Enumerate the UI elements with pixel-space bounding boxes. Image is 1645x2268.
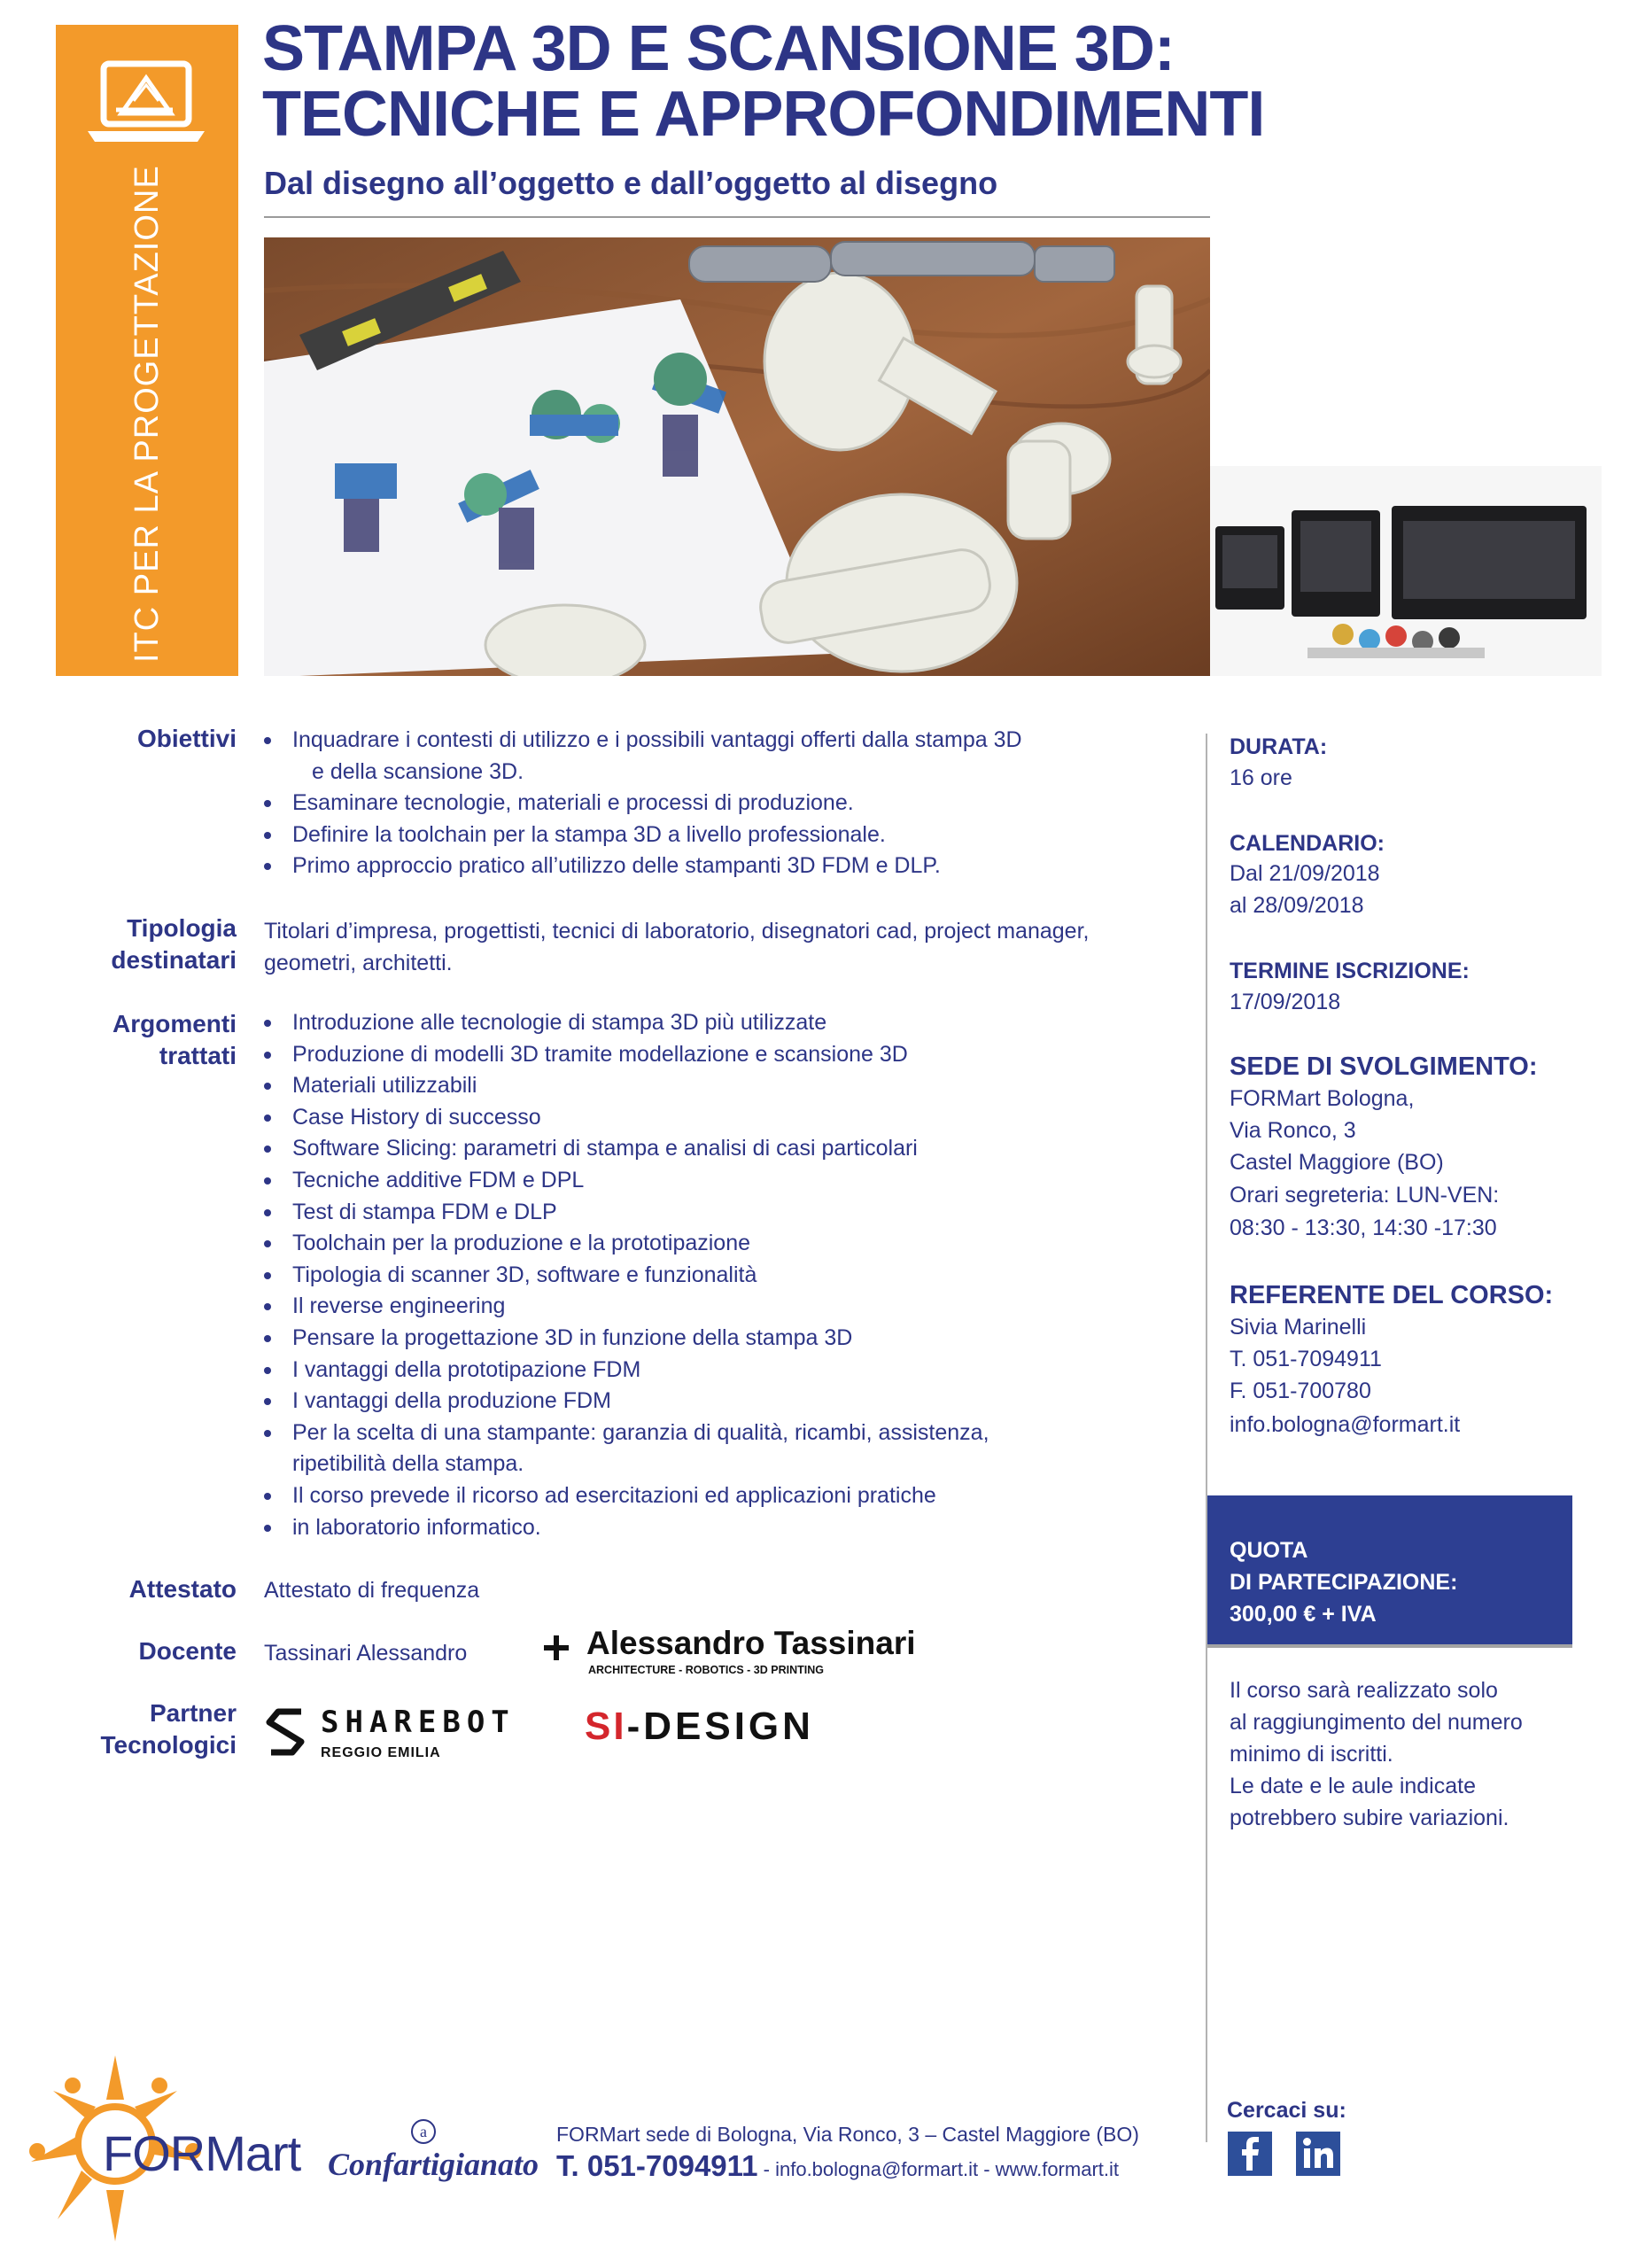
- tipologia-text: Titolari d’impresa, progettisti, tecnici di laboratorio, disegnatori cad, project manager, geometri, architetti.: [264, 919, 1090, 975]
- sede-heading: SEDE DI SVOLGIMENTO:: [1230, 1052, 1538, 1081]
- formart-logo: FORMart: [18, 2038, 319, 2259]
- list-item: Case History di successo: [264, 1102, 1185, 1134]
- list-item: Software Slicing: parametri di stampa e analisi di casi particolari: [264, 1133, 1185, 1165]
- list-item: Test di stampa FDM e DLP: [264, 1197, 1185, 1229]
- sede-line-2: Via Ronco, 3: [1230, 1118, 1356, 1143]
- sede-line-5: 08:30 - 13:30, 14:30 -17:30: [1230, 1216, 1497, 1240]
- list-item: Toolchain per la produzione e la prototipazione: [264, 1228, 1185, 1260]
- referente-phone: T. 051-7094911: [1230, 1347, 1382, 1371]
- durata-heading: DURATA:: [1230, 734, 1328, 759]
- footer-contacts: [556, 2149, 1119, 2183]
- list-item: Definire la toolchain per la stampa 3D a livello professionale.: [264, 819, 1185, 851]
- list-item: Produzione di modelli 3D tramite modellazione e scansione 3D: [264, 1039, 1185, 1071]
- linkedin-icon[interactable]: [1296, 2132, 1340, 2176]
- list-item: Tipologia di scanner 3D, software e funzionalità: [264, 1260, 1185, 1292]
- list-item: Tecniche additive FDM e DPL: [264, 1165, 1185, 1197]
- side-band: [56, 25, 238, 676]
- title-line-1: STAMPA 3D E SCANSIONE 3D:: [262, 13, 1175, 84]
- referente-email[interactable]: info.bologna@formart.it: [1230, 1412, 1461, 1437]
- footer-phone: T. 051-7094911: [556, 2149, 758, 2182]
- quota-box: QUOTA DI PARTECIPAZIONE: 300,00 € + IVA: [1207, 1495, 1572, 1644]
- subtitle: Dal disegno all’oggetto e dall’oggetto al disegno: [264, 165, 998, 201]
- tassinari-logo: Alessandro Tassinari ARCHITECTURE - ROBOTICS - 3D PRINTING: [542, 1628, 914, 1680]
- label-partner: Partner Tecnologici: [100, 1699, 237, 1759]
- referente-name: Sivia Marinelli: [1230, 1315, 1367, 1340]
- list-item: Il corso prevede il ricorso ad esercitazioni ed applicazioni pratiche: [264, 1480, 1185, 1512]
- facebook-icon[interactable]: [1228, 2132, 1272, 2176]
- quota-price: 300,00 € + IVA: [1230, 1602, 1377, 1627]
- termine-value: 17/09/2018: [1230, 990, 1341, 1014]
- sede-line-3: Castel Maggiore (BO): [1230, 1150, 1444, 1175]
- list-item: Materiali utilizzabili: [264, 1070, 1185, 1102]
- label-docente: Docente: [138, 1637, 237, 1665]
- title-line-2: TECNICHE E APPROFONDIMENTI: [262, 79, 1265, 150]
- label-attestato: Attestato: [128, 1575, 237, 1603]
- list-item: Pensare la progettazione 3D in funzione della stampa 3D: [264, 1323, 1185, 1355]
- photo-3d-printed-parts: [264, 237, 1210, 676]
- list-item: Il reverse engineering: [264, 1291, 1185, 1323]
- quota-box-shadow: [1207, 1644, 1572, 1648]
- note-line-3: minimo di iscritti.: [1230, 1742, 1393, 1767]
- referente-heading: REFERENTE DEL CORSO:: [1230, 1281, 1554, 1309]
- column-divider: [1206, 734, 1207, 2142]
- obiettivi-list: [264, 725, 1185, 882]
- label-tipologia: Tipologia destinatari: [111, 914, 237, 974]
- sharebot-logo: SHAREBOT REGGIO EMILIA: [264, 1699, 530, 1770]
- calendario-to: al 28/09/2018: [1230, 893, 1364, 918]
- list-item: Inquadrare i contesti di utilizzo e i possibili vantaggi offerti dalla stampa 3D e della scansione 3D.: [264, 725, 1185, 788]
- note-line-5: potrebbero subire variazioni.: [1230, 1806, 1509, 1830]
- sede-line-1: FORMart Bologna,: [1230, 1086, 1415, 1111]
- plus-icon: [542, 1634, 570, 1662]
- attestato-text: Attestato di frequenza: [264, 1578, 480, 1603]
- confartigianato-logo: a Confartigianato: [328, 2116, 532, 2186]
- calendario-from: Dal 21/09/2018: [1230, 861, 1380, 886]
- calendario-heading: CALENDARIO:: [1230, 831, 1385, 856]
- footer-address: FORMart sede di Bologna, Via Ronco, 3 – Castel Maggiore (BO): [556, 2123, 1139, 2146]
- photo-3d-printers: [1210, 466, 1602, 676]
- list-item: I vantaggi della prototipazione FDM: [264, 1355, 1185, 1386]
- note-line-4: Le date e le aule indicate: [1230, 1774, 1476, 1798]
- label-obiettivi: Obiettivi: [136, 725, 237, 752]
- list-item: Esaminare tecnologie, materiali e processi di produzione.: [264, 788, 1185, 819]
- footer-links[interactable]: - info.bologna@formart.it - www.formart.it: [757, 2158, 1119, 2180]
- referente-fax: F. 051-700780: [1230, 1379, 1371, 1403]
- svg-text:a: a: [420, 2123, 427, 2140]
- list-item: Per la scelta di una stampante: garanzia di qualità, ricambi, assistenza, ripetibilità della stampa.: [264, 1418, 1185, 1480]
- cercaci-label: Cercaci su:: [1227, 2098, 1346, 2123]
- at-sign-icon: [409, 2117, 438, 2146]
- title-divider: [264, 216, 1210, 218]
- sede-line-4: Orari segreteria: LUN-VEN:: [1230, 1183, 1500, 1208]
- list-item: Primo approccio pratico all’utilizzo delle stampanti 3D FDM e DLP.: [264, 850, 1185, 882]
- durata-value: 16 ore: [1230, 765, 1292, 790]
- list-item: I vantaggi della produzione FDM: [264, 1386, 1185, 1418]
- label-argomenti: Argomenti trattati: [113, 1010, 237, 1069]
- sidesign-logo: SI-DESIGN: [585, 1705, 814, 1748]
- argomenti-list: [264, 1007, 1185, 1543]
- list-item: in laboratorio informatico.: [264, 1512, 1185, 1544]
- band-text: ITC PER LA PROGETTAZIONE: [128, 165, 166, 663]
- docente-text: Tassinari Alessandro: [264, 1641, 468, 1666]
- note-line-1: Il corso sarà realizzato solo: [1230, 1678, 1498, 1703]
- sharebot-s-icon: [266, 1703, 312, 1759]
- note-line-2: al raggiungimento del numero: [1230, 1710, 1523, 1735]
- termine-heading: TERMINE ISCRIZIONE:: [1230, 959, 1470, 983]
- list-item: Introduzione alle tecnologie di stampa 3D più utilizzate: [264, 1007, 1185, 1039]
